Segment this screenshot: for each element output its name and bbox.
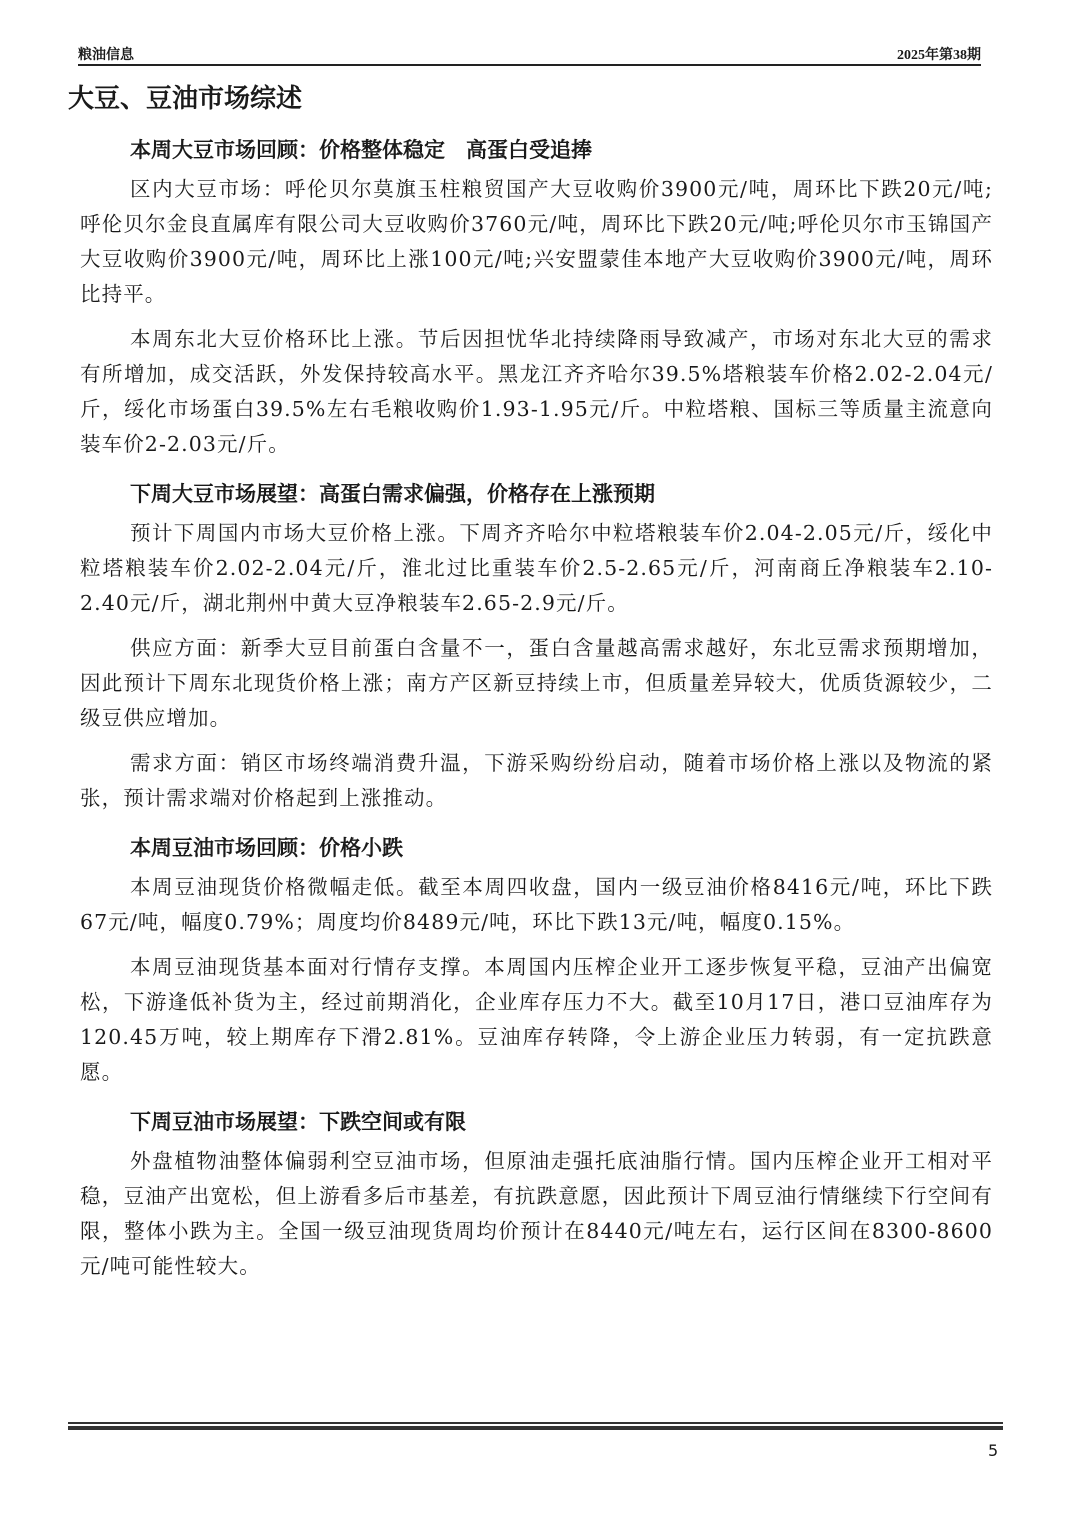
paragraph: 预计下周国内市场大豆价格上涨。下周齐齐哈尔中粒塔粮装车价2.04-2.05元/斤，绥化中粒塔粮装车价2.02-2.04元/斤，淮北过比重装车价2.5-2.65元/斤，河南商丘净粮装车2.10-2.40元/斤，湖北荆州中黄大豆净粮装车2.65-2.9元/斤。 (80, 521, 993, 615)
paragraph: 本周东北大豆价格环比上涨。节后因担忧华北持续降雨导致减产，市场对东北大豆的需求有所增加，成交活跃，外发保持较高水平。黑龙江齐齐哈尔39.5%塔粮装车价格2.02-2.04元/斤，绥化市场蛋白39.5%左右毛粮收购价1.93-1.95元/斤。中粒塔粮、国标三等质量主流意向装车价2-2.03元/斤。 (80, 327, 993, 456)
paragraph: 外盘植物油整体偏弱利空豆油市场，但原油走强托底油脂行情。国内压榨企业开工相对平稳，豆油产出宽松，但上游看多后市基差，有抗跌意愿，因此预计下周豆油行情继续下行空间有限，整体小跌为主。全国一级豆油现货周均价预计在8440元/吨左右，运行区间在8300-8600元/吨可能性较大。 (80, 1149, 993, 1278)
section-heading-soyoil-review: 本周豆油市场回顾：价格小跌 (130, 836, 403, 860)
publication-name: 粮油信息 (78, 48, 134, 63)
paragraph: 需求方面：销区市场终端消费升温，下游采购纷纷启动，随着市场价格上涨以及物流的紧张，预计需求端对价格起到上涨推动。 (80, 751, 993, 810)
page-title: 大豆、豆油市场综述 (68, 84, 303, 114)
issue-number: 2025年第38期 (897, 48, 981, 63)
paragraph: 区内大豆市场：呼伦贝尔莫旗玉柱粮贸国产大豆收购价3900元/吨，周环比下跌20元/吨;呼伦贝尔金良直属库有限公司大豆收购价3760元/吨，周环比下跌20元/吨;呼伦贝尔市玉锦国产大豆收购价3900元/吨，周环比上涨100元/吨;兴安盟蒙佳本地产大豆收购价3900元/吨，周环比持平。 (80, 177, 993, 306)
section-heading-soybean-outlook: 下周大豆市场展望：高蛋白需求偏强，价格存在上涨预期 (130, 482, 655, 506)
paragraph: 本周豆油现货价格微幅走低。截至本周四收盘，国内一级豆油价格8416元/吨，环比下跌67元/吨，幅度0.79%；周度均价8489元/吨，环比下跌13元/吨，幅度0.15%。 (80, 875, 993, 934)
footer-rule-thick (68, 1426, 1003, 1430)
footer-rule-thin (68, 1422, 1003, 1424)
section-heading-soybean-review: 本周大豆市场回顾：价格整体稳定 高蛋白受追捧 (130, 138, 592, 162)
footer-rule (68, 1422, 1003, 1430)
page-number: 5 (988, 1441, 999, 1460)
article-body (80, 128, 993, 1294)
paragraph: 供应方面：新季大豆目前蛋白含量不一，蛋白含量越高需求越好，东北豆需求预期增加，因此预计下周东北现货价格上涨；南方产区新豆持续上市，但质量差异较大，优质货源较少，二级豆供应增加。 (80, 636, 993, 730)
section-heading-soyoil-outlook: 下周豆油市场展望：下跌空间或有限 (130, 1110, 466, 1134)
page-header (78, 40, 981, 66)
paragraph: 本周豆油现货基本面对行情存支撑。本周国内压榨企业开工逐步恢复平稳，豆油产出偏宽松，下游逢低补货为主，经过前期消化，企业库存压力不大。截至10月17日，港口豆油库存为120.45万吨，较上期库存下滑2.81%。豆油库存转降，令上游企业压力转弱，有一定抗跌意愿。 (80, 955, 993, 1084)
